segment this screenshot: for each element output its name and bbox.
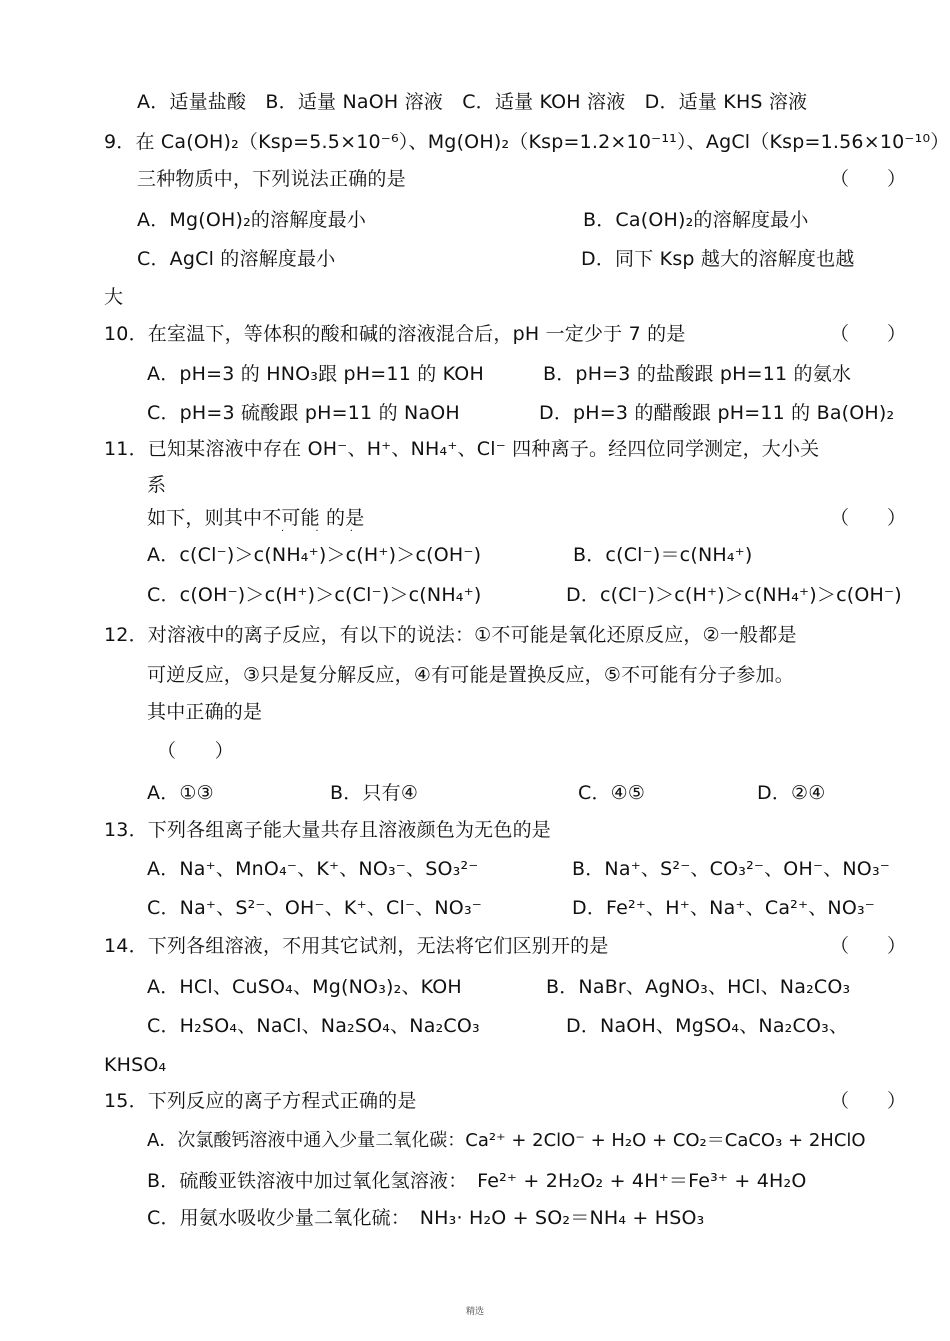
q12-stem: 12．对溶液中的离子反应，有以下的说法：①不可能是氧化还原反应，②一般都是 <box>104 624 797 646</box>
q10-answer-paren: （ ） <box>830 323 907 345</box>
q11-option-b: B．c(Cl⁻)＝c(NH₄⁺) <box>573 544 753 566</box>
q14-stem: 14．下列各组溶液，不用其它试剂，无法将它们区别开的是 <box>104 935 609 957</box>
q12-answer-paren: （ ） <box>157 740 234 762</box>
q9-option-b: B．Ca(OH)₂的溶解度最小 <box>583 209 809 231</box>
q15-option-b: B．硫酸亚铁溶液中加过氧化氢溶液： Fe²⁺ + 2H₂O₂ + 4H⁺＝Fe³⁺ + 4H₂O <box>147 1170 807 1192</box>
q12-stem-cont: 可逆反应，③只是复分解反应，④有可能是置换反应，⑤不可能有分子参加。 <box>147 664 794 686</box>
q15-answer-paren: （ ） <box>830 1090 907 1112</box>
q14-option-d: D．NaOH、MgSO₄、Na₂CO₃、 <box>566 1015 849 1037</box>
emphasis-dots: · · · <box>281 526 367 537</box>
q10-option-a: A．pH=3 的 HNO₃跟 pH=11 的 KOH <box>147 363 484 385</box>
q13-option-c: C．Na⁺、S²⁻、OH⁻、K⁺、Cl⁻、NO₃⁻ <box>147 897 483 919</box>
q13-stem: 13．下列各组离子能大量共存且溶液颜色为无色的是 <box>104 819 551 841</box>
q11-option-c: C．c(OH⁻)＞c(H⁺)＞c(Cl⁻)＞c(NH₄⁺) <box>147 584 482 606</box>
q14-option-c: C．H₂SO₄、NaCl、Na₂SO₄、Na₂CO₃ <box>147 1015 480 1037</box>
q9-answer-paren: （ ） <box>830 168 907 190</box>
q9-option-d-cont: 大 <box>104 286 124 308</box>
q10-option-c: C．pH=3 硫酸跟 pH=11 的 NaOH <box>147 402 460 424</box>
q13-option-d: D．Fe²⁺、H⁺、Na⁺、Ca²⁺、NO₃⁻ <box>572 897 876 919</box>
q8-options: A．适量盐酸 B．适量 NaOH 溶液 C．适量 KOH 溶液 D．适量 KHS 溶液 <box>137 91 808 113</box>
q15-option-a: A．次氯酸钙溶液中通入少量二氧化碳：Ca²⁺ + 2ClO⁻ + H₂O + CO₂＝CaCO₃ + 2HClO <box>147 1130 866 1151</box>
q12-option-d: D．②④ <box>757 782 826 804</box>
q14-option-b: B．NaBr、AgNO₃、HCl、Na₂CO₃ <box>546 976 851 998</box>
q12-option-c: C．④⑤ <box>578 782 646 804</box>
q11-option-d: D．c(Cl⁻)＞c(H⁺)＞c(NH₄⁺)＞c(OH⁻) <box>566 584 902 606</box>
q13-option-b: B．Na⁺、S²⁻、CO₃²⁻、OH⁻、NO₃⁻ <box>572 858 890 880</box>
q11-option-a: A．c(Cl⁻)＞c(NH₄⁺)＞c(H⁺)＞c(OH⁻) <box>147 544 482 566</box>
q12-stem-cont-2: 其中正确的是 <box>147 701 263 723</box>
q10-stem: 10．在室温下，等体积的酸和碱的溶液混合后，pH 一定少于 7 的是 <box>104 323 686 345</box>
page-footer: 精选 <box>465 1307 484 1317</box>
q15-option-c: C．用氨水吸收少量二氧化硫： NH₃· H₂O + SO₂＝NH₄ + HSO₃ <box>147 1207 705 1229</box>
q9-stem-cont: 三种物质中，下列说法正确的是 <box>137 168 406 190</box>
q9-option-d: D．同下 Ksp 越大的溶解度也越 <box>581 248 855 270</box>
q9-stem: 9．在 Ca(OH)₂（Ksp=5.5×10⁻⁶）、Mg(OH)₂（Ksp=1.2×10⁻¹¹）、AgCl（Ksp=1.56×10⁻¹⁰） <box>104 131 950 153</box>
q11-answer-paren: （ ） <box>830 507 907 529</box>
q14-option-a: A．HCl、CuSO₄、Mg(NO₃)₂、KOH <box>147 976 462 998</box>
q11-stem: 11．已知某溶液中存在 OH⁻、H⁺、NH₄⁺、Cl⁻ 四种离子。经四位同学测定，大小关 <box>104 438 820 460</box>
q10-option-b: B．pH=3 的盐酸跟 pH=11 的氨水 <box>543 363 852 385</box>
q13-option-a: A．Na⁺、MnO₄⁻、K⁺、NO₃⁻、SO₃²⁻ <box>147 858 479 880</box>
q11-stem-cont-2: 如下，则其中不可能 的是 <box>147 507 365 529</box>
q9-option-c: C．AgCl 的溶解度最小 <box>137 248 336 270</box>
q11-stem-cont: 系 <box>147 474 167 496</box>
q10-option-d: D．pH=3 的醋酸跟 pH=11 的 Ba(OH)₂ <box>539 402 895 424</box>
q14-option-d-cont: KHSO₄ <box>104 1054 167 1076</box>
q15-stem: 15．下列反应的离子方程式正确的是 <box>104 1090 417 1112</box>
q9-option-a: A．Mg(OH)₂的溶解度最小 <box>137 209 367 231</box>
q12-option-a: A．①③ <box>147 782 214 804</box>
q12-option-b: B．只有④ <box>330 782 419 804</box>
q14-answer-paren: （ ） <box>830 935 907 957</box>
